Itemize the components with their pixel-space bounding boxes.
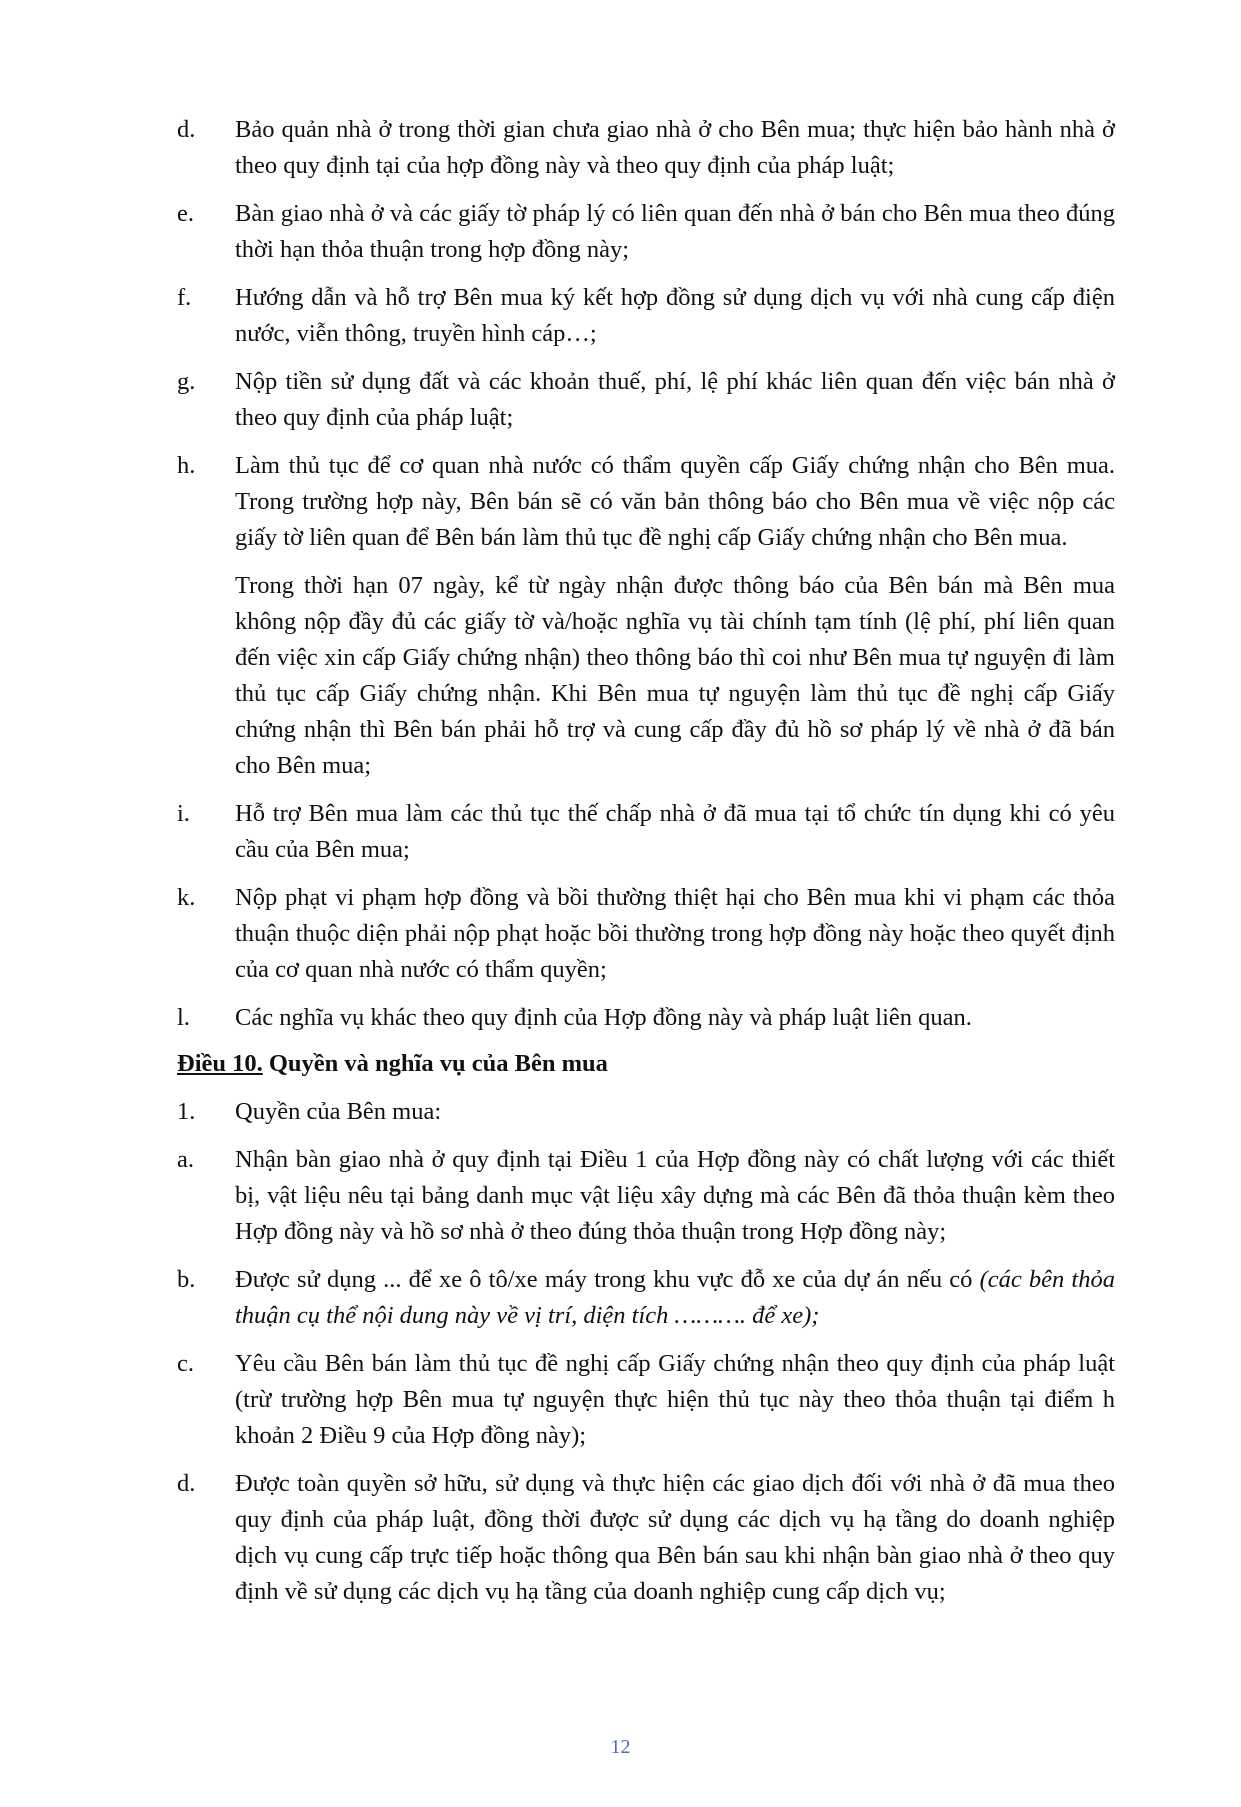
article-heading — [177, 1046, 1115, 1082]
list-text: Quyền của Bên mua: — [235, 1098, 442, 1125]
list-marker: k. — [177, 884, 196, 911]
list-text-italic: (các bên thỏa thuận cụ thể nội dung này về vị trí, diện tích ………. để xe); — [235, 1266, 1115, 1329]
article-title: Quyền và nghĩa vụ của Bên mua — [262, 1050, 608, 1077]
list-item-h-continuation: Trong thời hạn 07 ngày, kể từ ngày nhận được thông báo của Bên bán mà Bên mua không nộp đầy đủ các giấy tờ và/hoặc nghĩa vụ tài chính tạm tính (lệ phí, phí liên quan đến việc xin cấp Giấy chứng nhận) theo thông báo thì coi như Bên mua tự nguyện đi làm thủ tục cấp Giấy chứng nhận. Khi Bên mua tự nguyện làm thủ tục đề nghị cấp Giấy chứng nhận thì Bên bán phải hỗ trợ và cung cấp đầy đủ hồ sơ pháp lý về nhà ở đã bán cho Bên mua; — [235, 572, 1115, 779]
list-marker: l. — [177, 1004, 190, 1031]
list-text-wrapper — [235, 1262, 1115, 1334]
list-marker: d. — [177, 116, 196, 143]
list-item-k — [177, 880, 1115, 988]
list-marker: d. — [177, 1470, 196, 1497]
list-item-i — [177, 796, 1115, 868]
list-text: Bàn giao nhà ở và các giấy tờ pháp lý có liên quan đến nhà ở bán cho Bên mua theo đúng thời hạn thỏa thuận trong hợp đồng này; — [235, 200, 1115, 263]
list-marker: i. — [177, 800, 190, 827]
right-item-a — [177, 1142, 1115, 1250]
list-text: Làm thủ tục để cơ quan nhà nước có thẩm quyền cấp Giấy chứng nhận cho Bên mua. Trong trường hợp này, Bên bán sẽ có văn bản thông báo cho Bên mua về việc nộp các giấy tờ liên quan để Bên bán làm thủ tục đề nghị cấp Giấy chứng nhận cho Bên mua. — [235, 452, 1115, 551]
list-text: Được sử dụng ... để xe ô tô/xe máy trong khu vực đỗ xe của dự án nếu có — [235, 1266, 980, 1293]
list-item-l — [177, 1000, 1115, 1036]
list-marker: e. — [177, 200, 194, 227]
section-1 — [177, 1094, 1115, 1130]
list-text: Hỗ trợ Bên mua làm các thủ tục thế chấp nhà ở đã mua tại tổ chức tín dụng khi có yêu cầu của Bên mua; — [235, 800, 1115, 863]
list-item-g — [177, 364, 1115, 436]
list-text: Yêu cầu Bên bán làm thủ tục đề nghị cấp Giấy chứng nhận theo quy định của pháp luật (trừ trường hợp Bên mua tự nguyện thực hiện thủ tục này theo thỏa thuận tại điểm h khoản 2 Điều 9 của Hợp đồng này); — [235, 1350, 1115, 1449]
right-item-d — [177, 1466, 1115, 1610]
list-marker: g. — [177, 368, 196, 395]
article-number: Điều 10. — [177, 1050, 263, 1077]
list-item-f — [177, 280, 1115, 352]
list-text: Nộp phạt vi phạm hợp đồng và bồi thường thiệt hại cho Bên mua khi vi phạm các thỏa thuận thuộc diện phải nộp phạt hoặc bồi thường trong hợp đồng này hoặc theo quyết định của cơ quan nhà nước có thẩm quyền; — [235, 884, 1115, 983]
list-item-d — [177, 112, 1115, 184]
list-marker: h. — [177, 452, 196, 479]
document-page — [177, 112, 1115, 1622]
right-item-b — [177, 1262, 1115, 1334]
list-text: Các nghĩa vụ khác theo quy định của Hợp đồng này và pháp luật liên quan. — [235, 1004, 972, 1031]
list-marker: a. — [177, 1146, 194, 1173]
list-text: Hướng dẫn và hỗ trợ Bên mua ký kết hợp đồng sử dụng dịch vụ với nhà cung cấp điện nước, viễn thông, truyền hình cáp…; — [235, 284, 1115, 347]
list-text: Được toàn quyền sở hữu, sử dụng và thực hiện các giao dịch đối với nhà ở đã mua theo quy định của pháp luật, đồng thời được sử dụng các dịch vụ hạ tầng do doanh nghiệp dịch vụ cung cấp trực tiếp hoặc thông qua Bên bán sau khi nhận bàn giao nhà ở theo quy định về sử dụng các dịch vụ hạ tầng của doanh nghiệp cung cấp dịch vụ; — [235, 1470, 1115, 1605]
list-marker: f. — [177, 284, 192, 311]
list-marker: c. — [177, 1350, 194, 1377]
list-marker: 1. — [177, 1098, 196, 1125]
right-item-c — [177, 1346, 1115, 1454]
list-text: Bảo quản nhà ở trong thời gian chưa giao nhà ở cho Bên mua; thực hiện bảo hành nhà ở theo quy định tại của hợp đồng này và theo quy định của pháp luật; — [235, 116, 1115, 179]
page-number: 12 — [610, 1736, 631, 1758]
list-text: Nộp tiền sử dụng đất và các khoản thuế, phí, lệ phí khác liên quan đến việc bán nhà ở theo quy định của pháp luật; — [235, 368, 1115, 431]
list-marker: b. — [177, 1266, 196, 1293]
list-item-e — [177, 196, 1115, 268]
list-text: Nhận bàn giao nhà ở quy định tại Điều 1 của Hợp đồng này có chất lượng với các thiết bị, vật liệu nêu tại bảng danh mục vật liệu xây dựng mà các Bên đã thỏa thuận kèm theo Hợp đồng này và hồ sơ nhà ở theo đúng thỏa thuận trong Hợp đồng này; — [235, 1146, 1115, 1245]
list-item-h — [177, 448, 1115, 556]
